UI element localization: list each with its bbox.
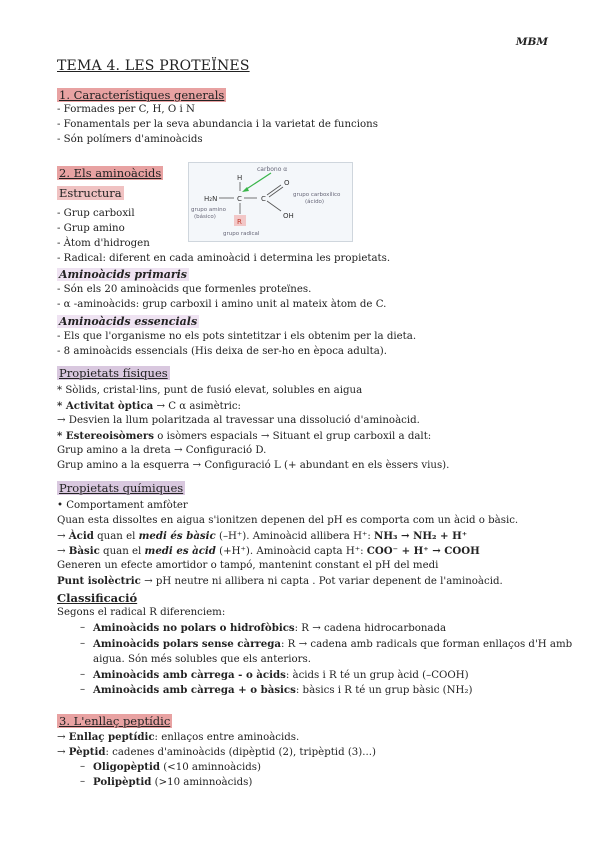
list-item: Aminoàcids no polars o hidrofòbics: R → cadena hidrocarbonada [93, 622, 447, 634]
diagram-label-amino: grupo amino [191, 207, 226, 213]
quimiques-line-6: Punt isolèctric → pH neutre ni allibera ni capta . Pot variar depenent de l'aminoàcid. [57, 575, 503, 587]
list-item: - Grup carboxil [57, 208, 135, 219]
amino-acid-diagram [188, 162, 353, 242]
diagram-label-carboxilico: grupo carboxílico [293, 192, 341, 198]
quimiques-line-3: → Àcid quan el medi és bàsic (–H⁺). Aminoàcid allibera H⁺: NH₃ → NH₂ + H⁺ [57, 530, 468, 542]
section-1-heading: 1. Característiques generals [59, 88, 225, 102]
estructura-heading: Estructura [59, 186, 122, 200]
diagram-label-acido: (ácido) [305, 199, 325, 205]
diagram-c-carboxyl: C [261, 195, 266, 203]
fisiques-line-3: → Desvien la llum polaritzada al travessar una dissolució d'aminoàcid. [57, 415, 420, 426]
primaris-heading: Aminoàcids primaris [59, 268, 188, 281]
diagram-oh: OH [283, 212, 294, 220]
list-item: - Radical: diferent en cada aminoàcid i determina les propietats. [57, 253, 391, 264]
diagram-label-carbono: carbono α [257, 166, 288, 173]
section-3-heading: 3. L'enllaç peptídic [59, 714, 171, 728]
diagram-r: R [237, 218, 242, 226]
author-initials: MBM [515, 36, 548, 48]
diagram-o: O [284, 179, 290, 187]
quimiques-line-5: Generen un efecte amortidor o tampó, mantenint constant el pH del medi [57, 560, 439, 571]
peptid-dash: – [80, 761, 86, 772]
list-item: - Formades per C, H, O i N [57, 104, 195, 115]
list-item: - Els que l'organisme no els pots sintetitzar i els obtenim per la dieta. [57, 331, 417, 342]
fisiques-heading: Propietats físiques [59, 366, 168, 380]
list-item: Polipèptid (>10 aminnoàcids) [93, 776, 253, 788]
list-item: Aminoàcids amb càrrega + o bàsics: bàsics i R té un grup bàsic (NH₂) [93, 684, 473, 696]
fisiques-line-5: Grup amino a la dreta → Configuració D. [57, 445, 267, 456]
peptid-dash: – [80, 776, 86, 787]
fisiques-line-1: * Sòlids, cristal·lins, punt de fusió elevat, solubles en aigua [57, 385, 363, 396]
page-title: TEMA 4. LES PROTEÏNES [57, 58, 250, 74]
diagram-h: H [237, 174, 243, 182]
class-dash: – [80, 684, 86, 695]
class-dash: – [80, 622, 86, 633]
list-item: Aminoàcids amb càrrega - o àcids: àcids i R té un grup àcid (–COOH) [93, 669, 469, 681]
peptidic-line-1: → Enllaç peptídic: enllaços entre aminoàcids. [57, 731, 300, 743]
diagram-h2n: H₂N [204, 195, 218, 203]
quimiques-heading: Propietats químiques [59, 481, 184, 495]
list-item: - 8 aminoàcids essencials (His deixa de ser-ho en època adulta). [57, 346, 388, 357]
quimiques-line-1: • Comportament amfòter [57, 500, 188, 511]
section-2-heading: 2. Els aminoàcids [59, 166, 162, 180]
fisiques-line-6: Grup amino a la esquerra → Configuració L (+ abundant en els èssers vius). [57, 460, 450, 471]
quimiques-line-2: Quan esta dissoltes en aigua s'ionitzen depenen del pH es comporta com un àcid o bàsic. [57, 515, 519, 526]
list-item: - Grup amino [57, 223, 125, 234]
class-dash: – [80, 669, 86, 680]
list-item: Oligopèptid (<10 aminnoàcids) [93, 761, 261, 773]
diagram-c-alpha: C [237, 195, 242, 203]
class-dash: – [80, 638, 86, 649]
diagram-label-radical: grupo radical [223, 231, 260, 237]
diagram-label-basico: (básico) [194, 214, 216, 220]
fisiques-line-4: * Estereoisòmers o isòmers espacials → Situant el grup carboxil a dalt: [57, 430, 432, 442]
fisiques-line-2: * Activitat òptica → C α asimètric: [57, 400, 241, 412]
list-item: - Fonamentals per la seva abundancia i la varietat de funcions [57, 119, 378, 130]
quimiques-line-4: → Bàsic quan el medi es àcid (+H⁺). Aminoàcid capta H⁺: COO⁻ + H⁺ → COOH [57, 545, 480, 557]
list-item: - Són els 20 aminoàcids que formenles proteïnes. [57, 284, 312, 295]
classificacio-heading: Classificació [57, 591, 138, 605]
essencials-heading: Aminoàcids essencials [59, 315, 198, 328]
list-item: - Són polímers d'aminoàcids [57, 134, 203, 145]
list-item: - α -aminoàcids: grup carboxil i amino unit al mateix àtom de C. [57, 299, 387, 310]
list-item: - Àtom d'hidrogen [57, 238, 150, 249]
classificacio-intro: Segons el radical R diferenciem: [57, 607, 226, 618]
peptidic-line-2: → Pèptid: cadenes d'aminoàcids (dipèptid (2), tripèptid (3)...) [57, 746, 376, 758]
list-item: aigua. Són més solubles que els anteriors. [93, 654, 311, 665]
list-item: Aminoàcids polars sense càrrega: R → cadena amb radicals que forman enllaços d'H amb [93, 638, 573, 650]
